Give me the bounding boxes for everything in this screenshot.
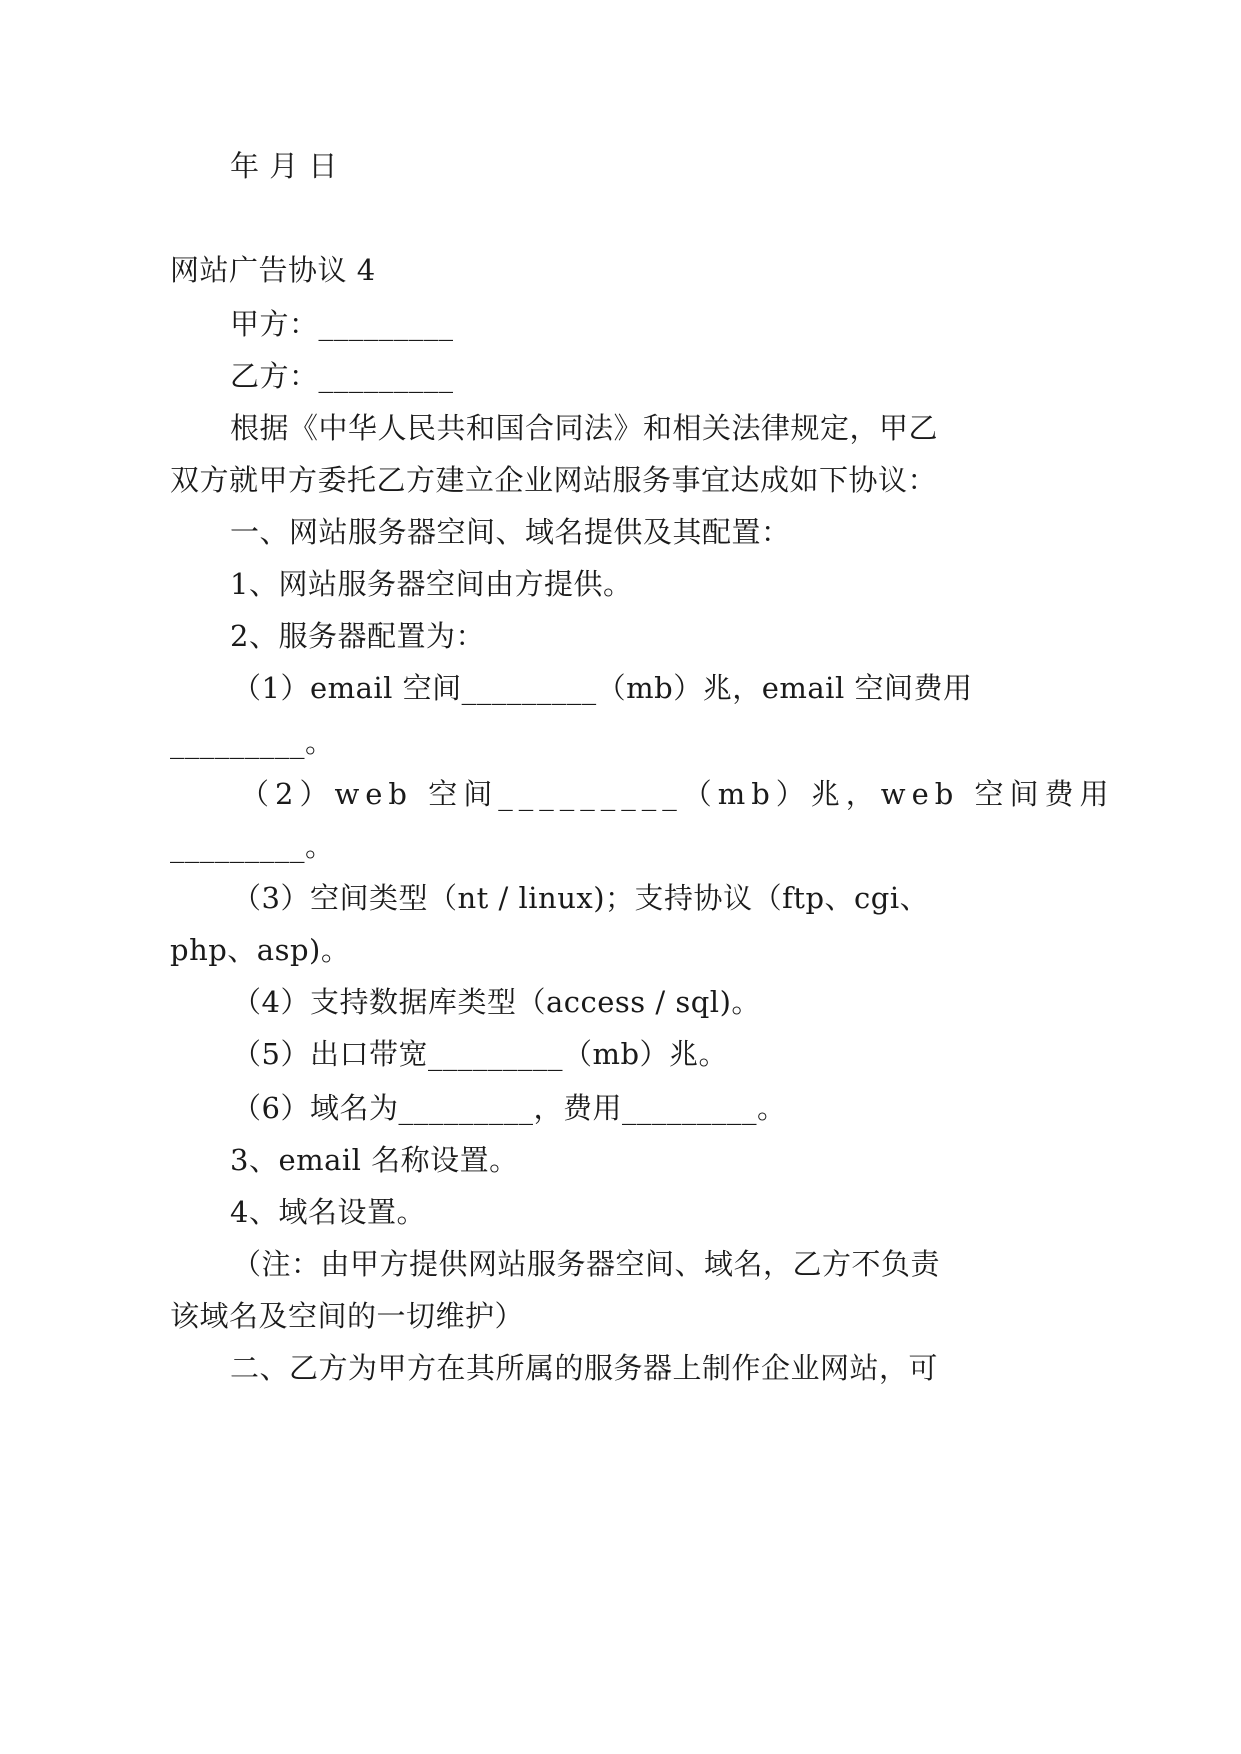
clause-2-3-line-2: php、asp)。 (170, 933, 351, 967)
clause-2-3-line-1: （3）空间类型（nt / linux)；支持协议（ftp、cgi、 (232, 881, 930, 915)
clause-2-6: （6）域名为_________，费用_________。 (232, 1091, 787, 1125)
clause-2-4: （4）支持数据库类型（access / sql)。 (232, 985, 761, 1019)
note-line-1: （注：由甲方提供网站服务器空间、域名，乙方不负责 (232, 1247, 941, 1281)
party-a-line: 甲方：_________ (230, 307, 454, 341)
clause-1: 1、网站服务器空间由方提供。 (230, 567, 633, 601)
section-1-heading: 一、网站服务器空间、域名提供及其配置： (230, 515, 791, 549)
date-line: 年 月 日 (230, 149, 338, 183)
intro-paragraph-line-1: 根据《中华人民共和国合同法》和相关法律规定，甲乙 (230, 411, 939, 445)
clause-3: 3、email 名称设置。 (230, 1143, 519, 1177)
clause-2-5: （5）出口带宽_________（mb）兆。 (232, 1037, 729, 1071)
document-title: 网站广告协议 4 (170, 253, 376, 287)
clause-2-2-line-1: （2）web 空间_________（mb）兆，web 空间费用 (240, 777, 1115, 811)
note-line-2: 该域名及空间的一切维护） (170, 1299, 525, 1333)
clause-2-2-line-2: _________。 (170, 829, 335, 863)
party-b-line: 乙方：_________ (230, 359, 454, 393)
clause-2-1-line-2: _________。 (170, 725, 335, 759)
clause-2: 2、服务器配置为： (230, 619, 485, 653)
clause-2-1-line-1: （1）email 空间_________（mb）兆，email 空间费用 (232, 671, 973, 705)
section-2-line-1: 二、乙方为甲方在其所属的服务器上制作企业网站，可 (230, 1351, 939, 1385)
intro-paragraph-line-2: 双方就甲方委托乙方建立企业网站服务事宜达成如下协议： (170, 463, 938, 497)
clause-4: 4、域名设置。 (230, 1195, 426, 1229)
